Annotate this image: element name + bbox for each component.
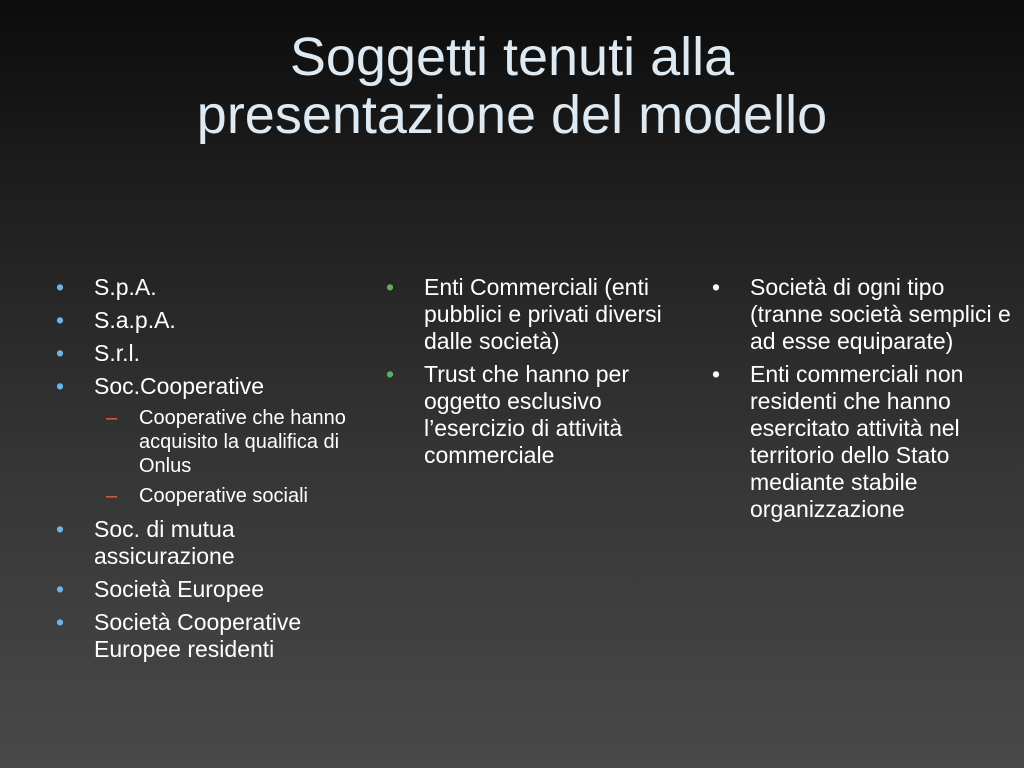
list-item: [56, 307, 356, 334]
list-item-text: Soc. di mutua assicurazione: [94, 516, 235, 569]
bullet-icon: •: [386, 274, 395, 300]
list-item: [386, 274, 692, 355]
bullet-icon: •: [56, 609, 65, 635]
list-item-text: Società di ogni tipo (tranne società semplici e ad esse equiparate): [750, 274, 1011, 354]
bullet-icon: •: [56, 576, 65, 602]
column-2: [386, 274, 692, 475]
list-item: [56, 609, 356, 663]
list-item: [386, 361, 692, 469]
bullet-list: [712, 274, 1012, 523]
sub-list-item-text: Cooperative sociali: [139, 485, 308, 507]
bullet-icon: •: [56, 516, 65, 542]
bullet-icon: •: [56, 373, 65, 399]
list-item: [712, 361, 1012, 523]
bullet-icon: •: [56, 274, 65, 300]
bullet-list: [56, 274, 356, 400]
list-item-text: Trust che hanno per oggetto esclusivo l’esercizio di attività commerciale: [424, 361, 629, 468]
list-item-text: Soc.Cooperative: [94, 373, 265, 399]
list-item-text: Società Cooperative Europee residenti: [94, 609, 302, 662]
slide-title-line-1: Soggetti tenuti alla: [289, 27, 735, 87]
column-3: [712, 274, 1012, 529]
list-item-text: S.p.A.: [94, 274, 157, 300]
list-item-text: Enti Commerciali (enti pubblici e privati diversi dalle società): [424, 274, 662, 354]
sub-list: [56, 406, 356, 508]
bullet-icon: •: [56, 340, 65, 366]
bullet-icon: •: [386, 361, 395, 387]
bullet-icon: •: [712, 274, 721, 300]
sub-list-item-text: Cooperative che hanno acquisito la qualifica di Onlus: [139, 407, 346, 477]
list-item-text: S.r.l.: [94, 340, 141, 366]
bullet-icon: •: [56, 307, 65, 333]
list-item: [56, 516, 356, 570]
bullet-list: [386, 274, 692, 469]
list-item-text: S.a.p.A.: [94, 307, 176, 333]
list-item: [56, 274, 356, 301]
list-item: [712, 274, 1012, 355]
column-1: [56, 274, 356, 669]
sub-list-item: [56, 484, 356, 508]
slide-title-line-2: presentazione del modello: [196, 85, 828, 145]
list-item: [56, 340, 356, 367]
list-item: [56, 576, 356, 603]
dash-icon: –: [106, 485, 118, 507]
dash-icon: –: [106, 407, 118, 429]
list-item-text: Società Europee: [94, 576, 265, 602]
bullet-list: [56, 516, 356, 663]
slide-title: [0, 28, 1024, 144]
list-item-text: Enti commerciali non residenti che hanno esercitato attività nel territorio dello Stato mediante stabile organizzazione: [750, 361, 964, 522]
list-item: [56, 373, 356, 400]
bullet-icon: •: [712, 361, 721, 387]
sub-list-item: [56, 406, 356, 478]
